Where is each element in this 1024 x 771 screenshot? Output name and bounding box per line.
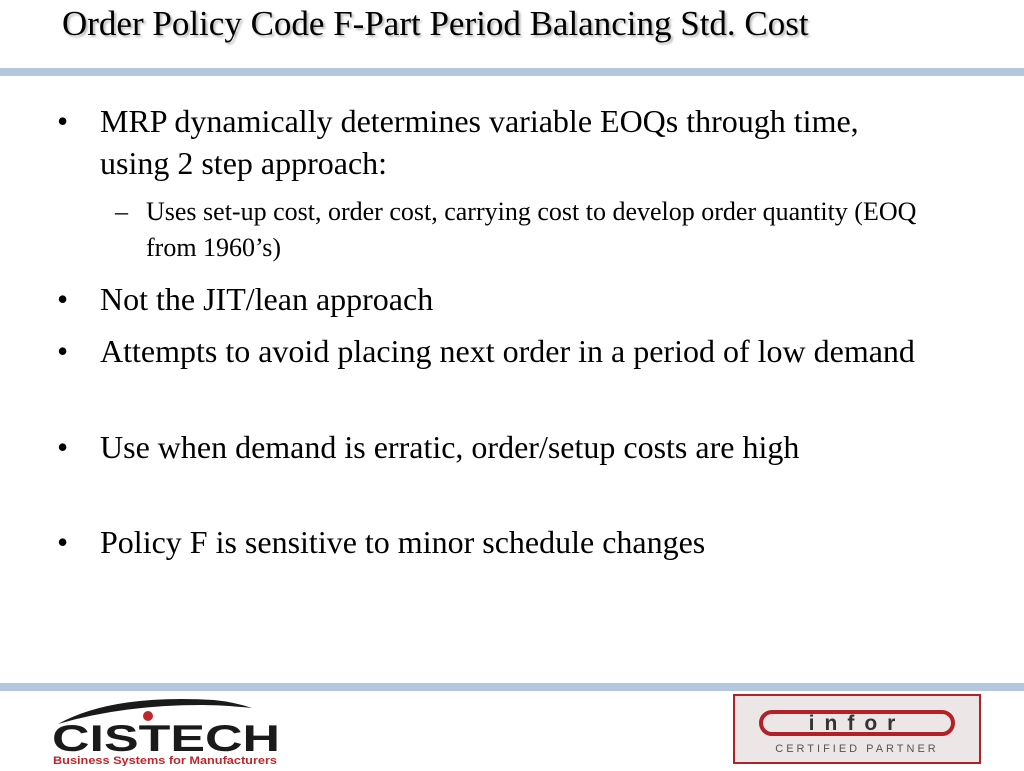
cistech-wordmark: CISTECH: [52, 718, 280, 759]
sub-bullet-text: Uses set-up cost, order cost, carrying cost to develop order quantity (EOQ from 1960’s): [146, 197, 917, 262]
bullet-item: [57, 426, 920, 468]
infor-wordmark: infor: [808, 712, 906, 735]
bullet-marker: •: [57, 333, 69, 369]
bullet-text: Not the JIT/lean approach: [100, 281, 434, 317]
top-divider: [0, 68, 1024, 76]
bullet-text: Policy F is sensitive to minor schedule changes: [100, 524, 706, 560]
bullet-item: [57, 330, 920, 372]
bullet-marker: •: [57, 429, 69, 465]
bullet-marker: •: [57, 281, 69, 317]
sub-bullet-item: [115, 194, 966, 266]
bullet-text: Attempts to avoid placing next order in a period of low demand: [100, 333, 915, 369]
slide-title: Order Policy Code F-Part Period Balancing Std. Cost: [62, 4, 809, 43]
cistech-tagline: Business Systems for Manufacturers: [53, 755, 277, 766]
bullet-marker: •: [57, 524, 69, 560]
infor-certified-logo: [733, 694, 981, 764]
infor-tagline: CERTIFIED PARTNER: [775, 743, 939, 755]
bullet-item: [57, 278, 920, 320]
bullet-text: Use when demand is erratic, order/setup costs are high: [100, 429, 800, 465]
bullet-text: MRP dynamically determines variable EOQs through time, using 2 step approach:: [100, 103, 859, 181]
bullet-item: [57, 521, 920, 563]
bullet-item: [57, 100, 920, 184]
bullet-marker: •: [57, 103, 69, 139]
infor-logo-icon: [733, 694, 981, 764]
cistech-logo: [52, 696, 280, 766]
cistech-logo-icon: [52, 696, 280, 766]
sub-bullet-marker: –: [115, 197, 128, 226]
bottom-divider: [0, 683, 1024, 691]
